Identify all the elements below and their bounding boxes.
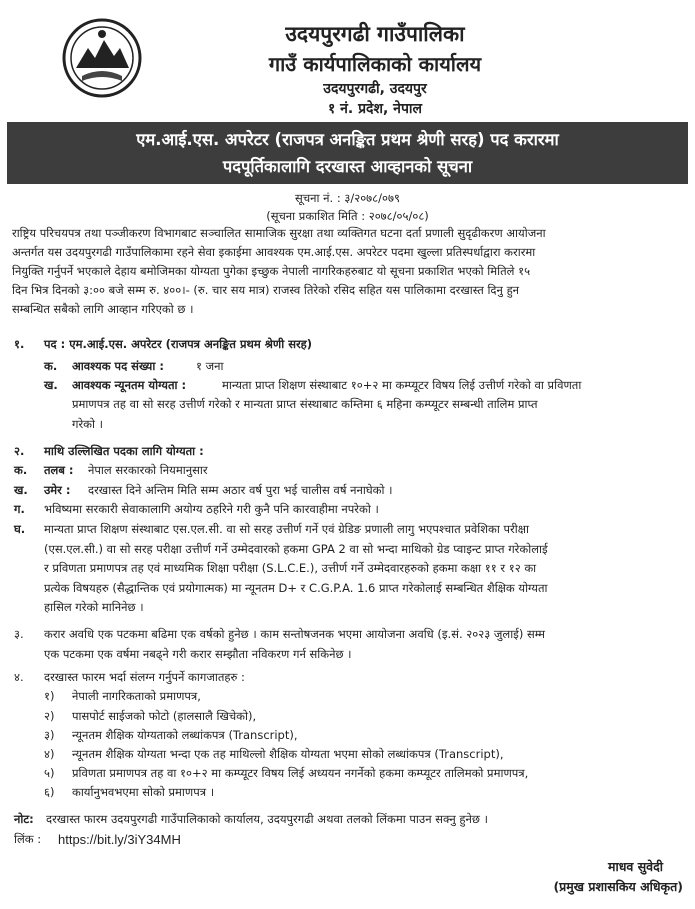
section2-kha-key: उमेर :: [44, 483, 71, 497]
section3-line: एक पटकमा एक वर्षमा नबढ्ने गरी करार सम्झौता नविकरण गर्न सकिनेछ ।: [44, 646, 352, 661]
kha-line: गरेको ।: [72, 416, 104, 431]
section2-gha-value: [44, 520, 684, 618]
office-subtitle: गाउँ कार्यपालिकाको कार्यालय: [268, 52, 482, 76]
section2-ka-key: तलब :: [44, 463, 74, 477]
section2-kha-value: दरखास्त दिने अन्तिम मिति सम्म अठार वर्ष पुरा भई चालीस वर्ष ननाघेको ।: [88, 483, 393, 497]
section2-title: माथि उल्लिखित पदका लागि योग्यता :: [44, 444, 204, 458]
signatory-name: माधव सुवेदी: [608, 859, 663, 874]
section1-number: १.: [14, 337, 25, 351]
banner-line-2: पदपूर्तिकालागि दरखास्त आव्हानको सूचना: [222, 157, 473, 176]
application-form-link[interactable]: https://bit.ly/3iY34MH: [58, 832, 181, 847]
intro-paragraph: [12, 224, 683, 319]
intro-line: सम्बन्धित सबैको लागि आव्हान गरिएको छ ।: [12, 302, 194, 316]
section1-kha-label: ख.: [44, 378, 58, 392]
banner-line-1: एम.आई.एस. अपरेटर (राजपत्र अनङ्कित प्रथम श्रेणी सरह) पद करारमा: [136, 130, 559, 149]
section1-kha-key: आवश्यक न्यूनतम योग्यता :: [72, 378, 187, 392]
office-header: [0, 0, 695, 122]
doc-item-text: नेपाली नागरिकताको प्रमाणपत्र,: [72, 689, 201, 703]
doc-item-text: न्यूनतम शैक्षिक योग्यता भन्दा एक तह माथिल्लो शैक्षिक योग्यता भएमा सोको लब्धांकपत्र (Transcript),: [72, 747, 504, 761]
section4-number: ४.: [14, 670, 24, 684]
section1-kha-value: [222, 376, 684, 396]
section1-title: पद : एम.आई.एस. अपरेटर (राजपत्र अनङ्कित प्रथम श्रेणी सरह): [44, 337, 313, 351]
note-label: नोट:: [14, 812, 34, 826]
notice-published-date: (सूचना प्रकाशित मिति : २०७८/०५/०८): [266, 209, 429, 223]
gha-line: मान्यता प्राप्त शिक्षण संस्थाबाट एस.एल.सी. वा सो सरह उत्तीर्ण गर्ने एवं ग्रेडिङ प्रणाली लागु भएपश्चात प्रवेशिका परीक्षा: [44, 522, 529, 536]
section4-title: दरखास्त फारम भर्दा संलग्न गर्नुपर्ने कागजातहरु :: [44, 670, 245, 684]
notice-number: सूचना नं. : ३/२०७८/०७९: [295, 191, 400, 205]
section1-ka-key: आवश्यक पद संख्या :: [72, 359, 164, 373]
section2-ga-label: ग.: [14, 502, 25, 516]
note-text: दरखास्त फारम उदयपुरगढी गाउँपालिकाको कार्यालय, उदयपुरगढी अथवा तलको लिंकमा पाउन सक्नु हुनेछ ।: [46, 812, 488, 826]
section3-line: करार अवधि एक पटकमा बढिमा एक वर्षको हुनेछ । काम सन्तोषजनक भएमा आयोजना अवधि (इ.सं. २०२३ जुलाई) सम्म: [44, 627, 546, 641]
notice-title-banner: [7, 122, 688, 184]
link-label: लिंक :: [14, 832, 42, 846]
nepal-emblem-icon: [62, 18, 142, 98]
intro-line: दिन भित्र दिनको ३:०० बजे सम्म रु. ४००।- (रु. चार सय मात्र) राजस्व तिरेको रसिद सहित यस पालिकामा दरखास्त दिनु हुन: [12, 283, 520, 297]
intro-line: अन्तर्गत यस उदयपुरगढी गाउँपालिकामा रहने सेवा इकाईमा आवश्यक एम.आई.एस. अपरेटर पदमा खुल्ला प्रतिस्पर्धाद्वारा करारमा: [12, 245, 536, 259]
intro-line: राष्ट्रिय परिचयपत्र तथा पञ्जीकरण विभागबाट सञ्चालित सामाजिक सुरक्षा तथा व्यक्तिगत घटना दर्ता प्रणाली सुदृढीकरण आयोजना: [12, 226, 546, 240]
section2-gha-label: घ.: [14, 522, 26, 536]
doc-item-text: न्यूनतम शैक्षिक योग्यताको लब्धांकपत्र (Transcript),: [72, 728, 298, 742]
section2-number: २.: [14, 444, 25, 458]
doc-item-number: १): [44, 689, 55, 703]
doc-item-number: २): [44, 709, 55, 723]
gha-line: (एस.एल.सी.) वा सो सरह परीक्षा उत्तीर्ण गर्ने उम्मेदवारको हकमा GPA 2 वा सो भन्दा माथिको ग्रेड प्वाइन्ट प्राप्त गरेकोलाई: [44, 541, 548, 556]
section2-ka-label: क.: [14, 463, 28, 477]
doc-item-text: प्रविणता प्रमाणपत्र तह वा १०+२ मा कम्प्यूटर विषय लिई अध्ययन नगर्नेको हकमा कम्प्यूटर तालिमको प्रमाणपत्र,: [72, 766, 529, 780]
signatory-title: (प्रमुख प्रशासकिय अधिकृत): [553, 879, 683, 894]
section1-ka-label: क.: [44, 359, 58, 373]
office-province: १ नं. प्रदेश, नेपाल: [327, 101, 423, 117]
intro-line: नियुक्ति गर्नुपर्ने भएकाले देहाय बमोजिमका योग्यता पुगेका इच्छुक नेपाली नागरिकहरुबाट यो सूचना प्रकाशित भएको मितिले १५: [12, 264, 531, 278]
section2-ka-value: नेपाल सरकारको नियमानुसार: [88, 463, 208, 477]
office-address: उदयपुरगढी, उदयपुर: [323, 81, 427, 97]
section3-text: [44, 625, 684, 664]
office-name: उदयपुरगढी गाउँपालिका: [285, 22, 465, 46]
section2-ga-value: भविष्यमा सरकारी सेवाकालागि अयोग्य ठहरिने गरी कुनै पनि कारवाहीमा नपरेको ।: [44, 502, 379, 516]
doc-item-number: ६): [44, 785, 55, 799]
section1-kha-continued: [72, 395, 684, 434]
kha-line: मान्यता प्राप्त शिक्षण संस्थाबाट १०+२ मा कम्प्यूटर विषय लिई उत्तीर्ण गरेको वा प्रविणता: [222, 378, 582, 392]
section2-kha-label: ख.: [14, 483, 28, 497]
gha-line: र प्रविणता प्रमाणपत्र तह एवं माध्यमिक शिक्षा परीक्षा (S.L.C.E.), उत्तीर्ण गर्ने उम्मेदवारहरुको हकमा कक्षा ११ र १२ का: [44, 561, 537, 575]
doc-item-number: ३): [44, 728, 55, 742]
kha-line: प्रमाणपत्र तह वा सो सरह उत्तीर्ण गरेको र मान्यता प्राप्त संस्थाबाट कम्तिमा ६ महिना कम्प्यूटर सम्बन्धी तालिम प्राप्त: [72, 397, 538, 411]
doc-item-text: पासपोर्ट साईजको फोटो (हालसालै खिचेको),: [72, 709, 257, 723]
section1-ka-value: १ जना: [196, 359, 224, 373]
gha-line: प्रत्येक विषयहरु (सैद्धान्तिक एवं प्रयोगात्मक) मा न्यूनतम D+ र C.G.P.A. 1.6 प्राप्त गरेकोलाई सम्बन्धित शैक्षिक योग्यता: [44, 580, 548, 595]
section3-number: ३.: [14, 627, 24, 641]
gha-line: हासिल गरेको मानिनेछ ।: [44, 600, 144, 614]
doc-item-text: कार्यानुभवभएमा सोको प्रमाणपत्र ।: [72, 785, 215, 799]
doc-item-number: ४): [44, 747, 55, 761]
doc-item-number: ५): [44, 766, 55, 780]
